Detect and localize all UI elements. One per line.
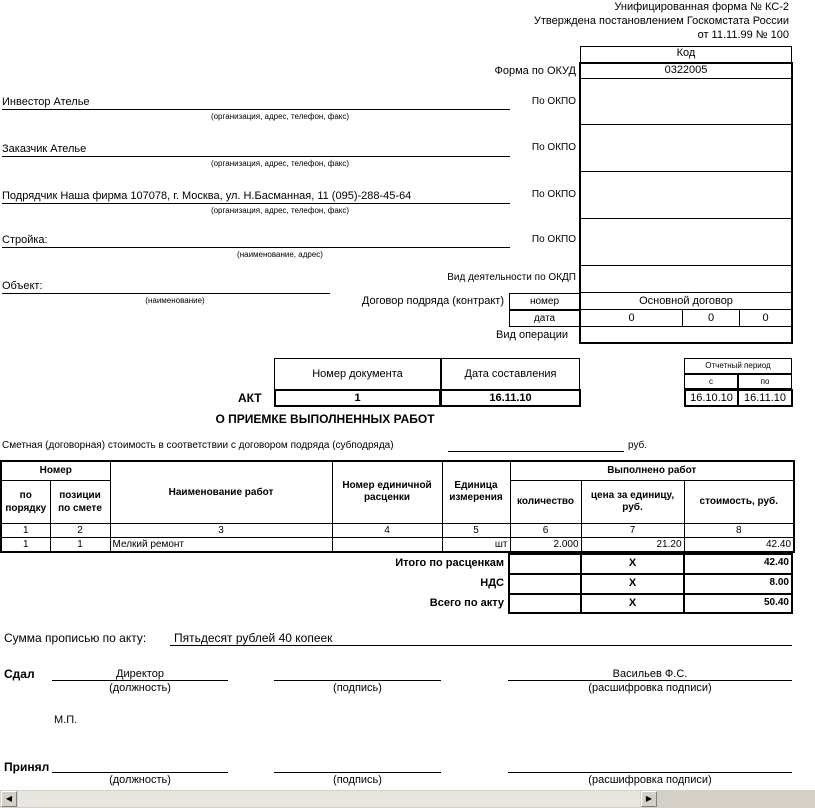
th-done: Выполнено работ bbox=[510, 461, 794, 480]
okpo-label-contractor: По ОКПО bbox=[531, 189, 576, 200]
col-num: 6 bbox=[510, 523, 581, 537]
received-decoding-hint: (расшифровка подписи) bbox=[588, 774, 712, 786]
okdp-cell bbox=[581, 266, 791, 293]
gave-signature-field bbox=[274, 668, 441, 681]
total-x-all: Х bbox=[628, 597, 637, 609]
th-qty: количество bbox=[510, 480, 581, 523]
scroll-left-icon[interactable]: ◀ bbox=[1, 791, 17, 807]
col-num: 8 bbox=[684, 523, 794, 537]
construction-field: Стройка: bbox=[2, 234, 510, 248]
approval-date: от 11.11.99 № 100 bbox=[697, 29, 789, 41]
construction-hint: (наименование, адрес) bbox=[237, 250, 323, 259]
th-unit: Единица измерения bbox=[442, 461, 510, 523]
row-name: Мелкий ремонт bbox=[110, 537, 332, 552]
total-x-rates: Х bbox=[628, 557, 637, 569]
row-price: 21.20 bbox=[581, 537, 684, 552]
period-to-label: по bbox=[738, 374, 792, 389]
total-x-vat: Х bbox=[628, 577, 637, 589]
contract-date-month: 0 bbox=[683, 310, 740, 327]
customer-field: Заказчик Ателье bbox=[2, 143, 510, 157]
doc-number-value: 1 bbox=[274, 389, 441, 407]
col-num: 3 bbox=[110, 523, 332, 537]
th-order: по порядку bbox=[1, 480, 50, 523]
totals-divider-2 bbox=[683, 553, 685, 614]
okpo-label-investor: По ОКПО bbox=[531, 96, 576, 107]
received-position-field bbox=[52, 760, 228, 773]
cost-line-suffix: руб. bbox=[628, 440, 648, 451]
th-number: Номер bbox=[1, 461, 110, 480]
contract-date-year: 0 bbox=[740, 310, 791, 327]
row-unit: шт bbox=[442, 537, 510, 552]
received-signature-field bbox=[274, 760, 441, 773]
gave-signature-hint: (подпись) bbox=[333, 682, 382, 694]
gave-position-hint: (должность) bbox=[109, 682, 171, 694]
document-title: О ПРИЕМКЕ ВЫПОЛНЕННЫХ РАБОТ bbox=[215, 412, 435, 426]
total-label-vat: НДС bbox=[480, 577, 504, 589]
sum-words-label: Сумма прописью по акту: bbox=[4, 631, 147, 645]
contractor-field: Подрядчик Наша фирма 107078, г. Москва, ул. Н.Басманная, 11 (095)-288-45-64 bbox=[2, 190, 510, 204]
received-position-hint: (должность) bbox=[109, 774, 171, 786]
row-rate bbox=[332, 537, 442, 552]
period-header: Отчетный период bbox=[684, 358, 792, 374]
th-sum: стоимость, руб. bbox=[684, 480, 794, 523]
horizontal-scrollbar[interactable] bbox=[0, 789, 815, 808]
gave-decoding-hint: (расшифровка подписи) bbox=[588, 682, 712, 694]
okpo-cell-contractor bbox=[581, 172, 791, 219]
received-name-field bbox=[508, 760, 792, 773]
totals-rowline-2 bbox=[508, 593, 793, 595]
cost-line-blank bbox=[448, 440, 624, 452]
object-field: Объект: bbox=[2, 280, 330, 294]
period-from-label: с bbox=[684, 374, 738, 389]
investor-hint: (организация, адрес, телефон, факс) bbox=[210, 112, 350, 121]
gave-position-field: Директор bbox=[52, 668, 228, 681]
th-price: цена за единицу, руб. bbox=[581, 480, 684, 523]
th-position: позиции по смете bbox=[50, 480, 110, 523]
col-num: 7 bbox=[581, 523, 684, 537]
total-value-all: 50.40 bbox=[763, 597, 789, 608]
contract-date-day: 0 bbox=[581, 310, 683, 327]
okpo-cell-customer bbox=[581, 125, 791, 172]
th-name: Наименование работ bbox=[110, 461, 332, 523]
total-value-rates: 42.40 bbox=[763, 557, 789, 568]
row-order: 1 bbox=[1, 537, 50, 552]
sum-words-value: Пятьдесят рублей 40 копеек bbox=[170, 631, 792, 646]
total-value-vat: 8.00 bbox=[769, 577, 789, 588]
period-from-value: 16.10.10 bbox=[684, 389, 739, 407]
scroll-right-icon[interactable]: ▶ bbox=[641, 791, 657, 807]
okud-value: 0322005 bbox=[581, 64, 791, 79]
works-table bbox=[0, 460, 795, 553]
kod-header: Код bbox=[580, 46, 792, 63]
act-label: АКТ bbox=[238, 391, 262, 405]
customer-hint: (организация, адрес, телефон, факс) bbox=[210, 159, 350, 168]
scroll-track[interactable] bbox=[18, 791, 640, 807]
th-rate: Номер единичной расценки bbox=[332, 461, 442, 523]
period-to-value: 16.11.10 bbox=[737, 389, 793, 407]
okpo-label-customer: По ОКПО bbox=[531, 142, 576, 153]
contract-number-label: номер bbox=[509, 293, 580, 310]
row-qty: 2.000 bbox=[510, 537, 581, 552]
col-num: 1 bbox=[1, 523, 50, 537]
total-label-all: Всего по акту bbox=[429, 597, 504, 609]
contract-label: Договор подряда (контракт) bbox=[361, 295, 504, 307]
contract-date-label: дата bbox=[509, 310, 580, 327]
doc-number-header: Номер документа bbox=[274, 358, 441, 390]
approval-line: Утверждена постановлением Госкомстата России bbox=[533, 15, 789, 27]
cost-line-prefix: Сметная (договорная) стоимость в соответствии с договором подряда (субподряда) bbox=[2, 440, 394, 451]
col-num: 5 bbox=[442, 523, 510, 537]
row-sum: 42.40 bbox=[684, 537, 794, 552]
col-num: 4 bbox=[332, 523, 442, 537]
form-number: Унифицированная форма № КС-2 bbox=[614, 1, 789, 13]
totals-rowline-1 bbox=[508, 573, 793, 575]
okud-label: Форма по ОКУД bbox=[494, 65, 576, 77]
gave-label: Сдал bbox=[4, 667, 35, 681]
received-signature-hint: (подпись) bbox=[333, 774, 382, 786]
table-row bbox=[1, 537, 794, 552]
row-position: 1 bbox=[50, 537, 110, 552]
operation-label: Вид операции bbox=[496, 329, 568, 341]
contract-number-value: Основной договор bbox=[581, 293, 791, 310]
col-num: 2 bbox=[50, 523, 110, 537]
contractor-hint: (организация, адрес, телефон, факс) bbox=[210, 206, 350, 215]
okdp-label: Вид деятельности по ОКДП bbox=[447, 272, 576, 283]
okpo-cell-investor bbox=[581, 79, 791, 125]
gave-name-field: Васильев Ф.С. bbox=[508, 668, 792, 681]
doc-date-value: 16.11.10 bbox=[440, 389, 581, 407]
total-label-rates: Итого по расценкам bbox=[395, 557, 504, 569]
investor-field: Инвестор Ателье bbox=[2, 96, 510, 110]
received-label: Принял bbox=[4, 760, 50, 774]
object-hint: (наименование) bbox=[145, 296, 205, 305]
okpo-label-construction: По ОКПО bbox=[531, 234, 576, 245]
doc-date-header: Дата составления bbox=[441, 358, 580, 390]
okpo-cell-construction bbox=[581, 219, 791, 266]
stamp-label: М.П. bbox=[54, 714, 78, 726]
